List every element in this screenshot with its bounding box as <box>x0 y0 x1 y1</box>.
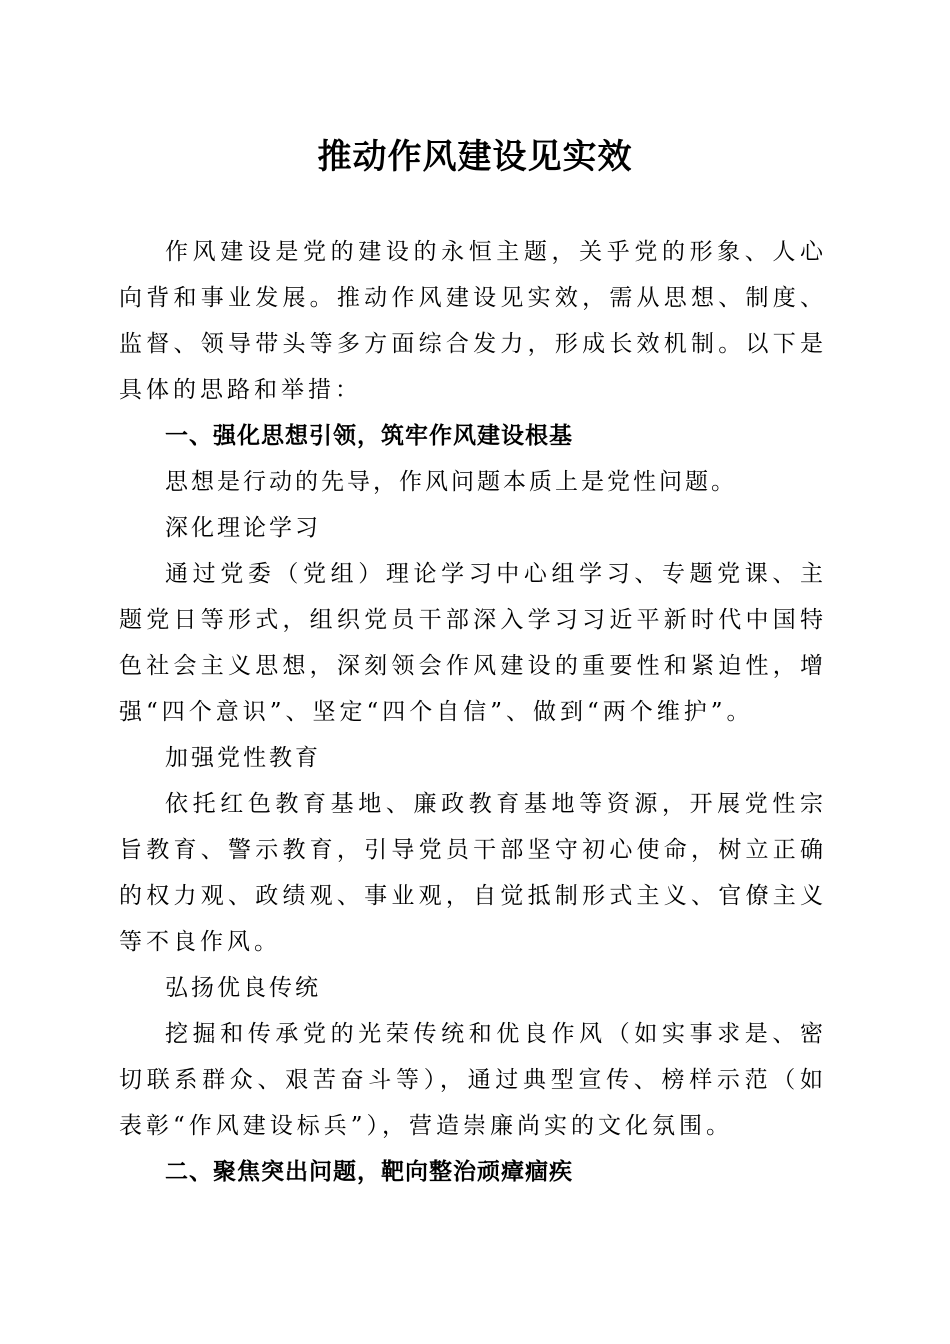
document-body <box>119 229 827 1195</box>
section-1-lead: 思想是行动的先导，作风问题本质上是党性问题。 <box>165 469 737 495</box>
paragraph-party-education: 依托红色教育基地、廉政教育基地等资源，开展党性宗旨教育、警示教育，引导党员干部坚守初心使命，树立正确的权力观、政绩观、事业观，自觉抵制形式主义、官僚主义等不良作风。 <box>119 791 827 955</box>
intro-paragraph: 作风建设是党的建设的永恒主题，关乎党的形象、人心向背和事业发展。推动作风建设见实效，需从思想、制度、监督、领导带头等多方面综合发力，形成长效机制。以下是具体的思路和举措： <box>119 239 827 403</box>
subheading-theory-study: 深化理论学习 <box>165 515 321 541</box>
paragraph-theory-study: 通过党委（党组）理论学习中心组学习、专题党课、主题党日等形式，组织党员干部深入学习习近平新时代中国特色社会主义思想，深刻领会作风建设的重要性和紧迫性，增强“四个意识”、坚定“四个自信”、做到“两个维护”。 <box>119 561 827 725</box>
section-heading-2: 二、聚焦突出问题，靶向整治顽瘴痼疾 <box>165 1159 573 1185</box>
section-heading-1: 一、强化思想引领，筑牢作风建设根基 <box>165 423 573 449</box>
subheading-fine-traditions: 弘扬优良传统 <box>165 975 321 1001</box>
paragraph-fine-traditions: 挖掘和传承党的光荣传统和优良作风（如实事求是、密切联系群众、艰苦奋斗等），通过典型宣传、榜样示范（如表彰“作风建设标兵”），营造崇廉尚实的文化氛围。 <box>119 1021 827 1139</box>
subheading-party-education: 加强党性教育 <box>165 745 321 771</box>
page-title: 推动作风建设见实效 <box>317 137 633 177</box>
